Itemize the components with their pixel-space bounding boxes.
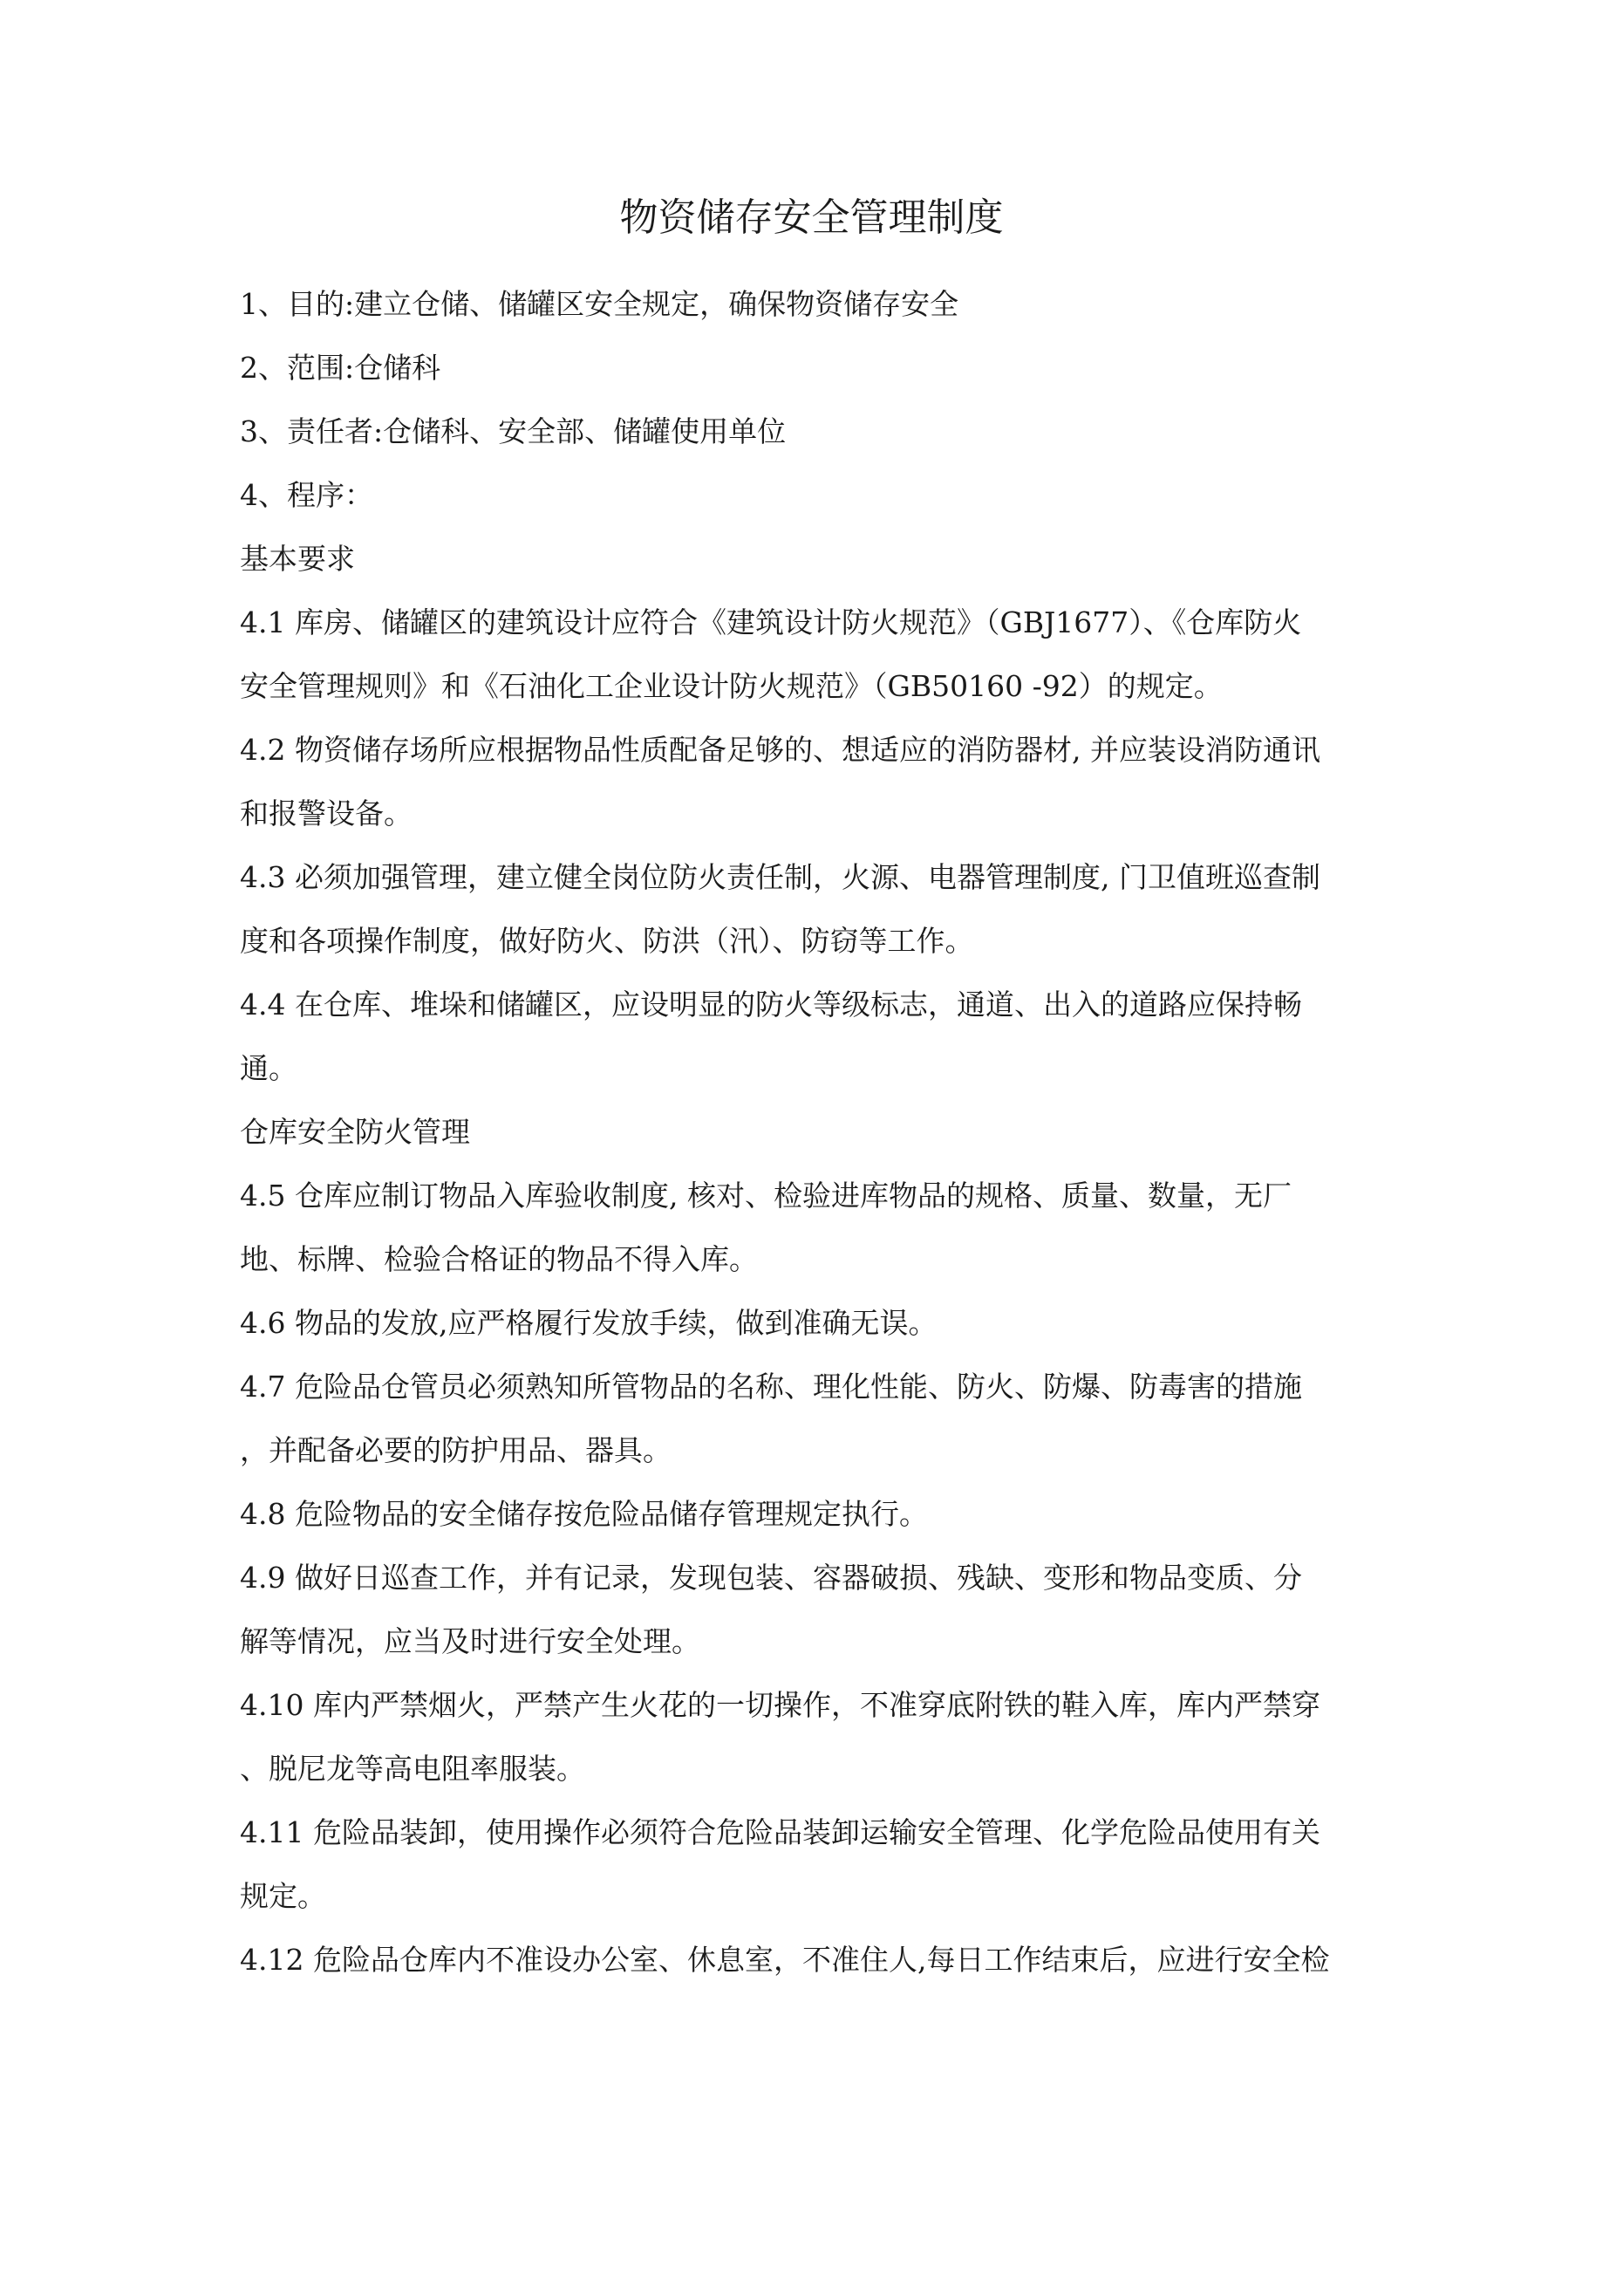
text-line: 4.7 危险品仓管员必须熟知所管物品的名称、理化性能、防火、防爆、防毒害的措施 [240,1370,1302,1404]
text-line: 3、责任者:仓储科、安全部、储罐使用单位 [240,414,787,448]
section-heading: 基本要求 [240,542,355,576]
text-line: 解等情况，应当及时进行安全处理。 [240,1624,700,1658]
text-line: 地、标牌、检验合格证的物品不得入库。 [240,1242,758,1276]
text-line: 规定。 [240,1879,326,1913]
text-line: 通。 [240,1051,297,1085]
text-line: 4.12 危险品仓库内不准设办公室、休息室，不准住人,每日工作结束后，应进行安全检 [240,1943,1330,1977]
text-line: 4、程序： [240,478,373,512]
text-line: 4.4 在仓库、堆垛和储罐区，应设明显的防火等级标志，通道、出入的道路应保持畅 [240,987,1302,1022]
text-line: 安全管理规则》和《石油化工企业设计防火规范》（GB50160 -92）的规定。 [240,669,1223,703]
text-line: 4.2 物资储存场所应根据物品性质配备足够的、想适应的消防器材, 并应装设消防通讯 [240,733,1320,767]
text-line: 1、目的:建立仓储、储罐区安全规定，确保物资储存安全 [240,287,959,321]
text-line: 2、范围:仓储科 [240,351,441,385]
text-line: 和报警设备。 [240,796,413,830]
text-line: 、脱尼龙等高电阻率服装。 [240,1752,585,1786]
text-line: 4.6 物品的发放,应严格履行发放手续，做到准确无误。 [240,1306,938,1340]
text-line: 4.9 做好日巡查工作，并有记录，发现包装、容器破损、残缺、变形和物品变质、分 [240,1561,1302,1595]
document-title: 物资储存安全管理制度 [619,195,1004,240]
text-line: 4.8 危险物品的安全储存按危险品储存管理规定执行。 [240,1497,928,1531]
text-line: 4.11 危险品装卸，使用操作必须符合危险品装卸运输安全管理、化学危险品使用有关 [240,1815,1320,1849]
text-line: 4.3 必须加强管理，建立健全岗位防火责任制，火源、电器管理制度, 门卫值班巡查制 [240,860,1320,894]
text-line: ，并配备必要的防护用品、器具。 [240,1433,672,1467]
text-line: 度和各项操作制度，做好防火、防洪（汛）、防窃等工作。 [240,924,974,958]
text-line: 4.10 库内严禁烟火，严禁产生火花的一切操作，不准穿底附铁的鞋入库，库内严禁穿 [240,1688,1320,1722]
text-line: 4.1 库房、储罐区的建筑设计应符合《建筑设计防火规范》（GBJ1677）、《仓库防火 [240,605,1302,639]
section-heading: 仓库安全防火管理 [240,1115,470,1149]
text-line: 4.5 仓库应制订物品入库验收制度, 核对、检验进库物品的规格、质量、数量，无厂 [240,1179,1292,1213]
